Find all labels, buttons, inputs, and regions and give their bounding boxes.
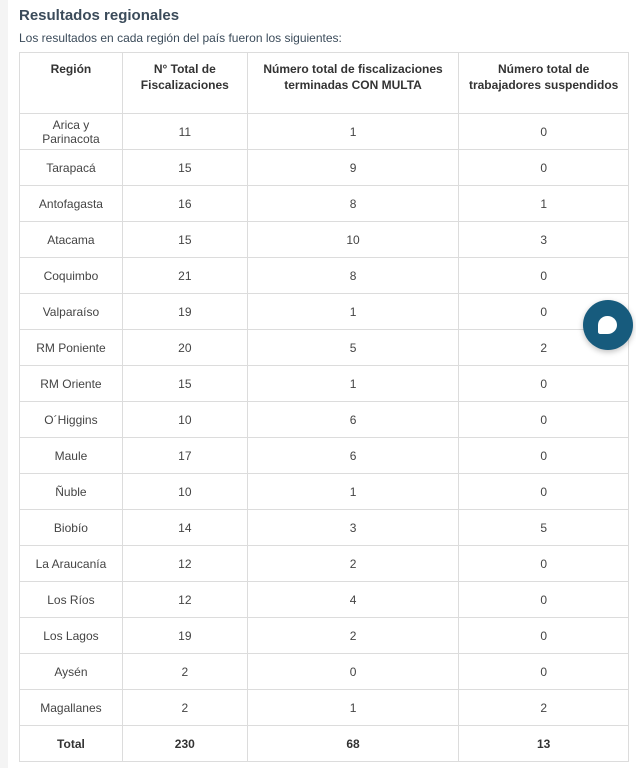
cell-fined: 6 bbox=[247, 402, 459, 438]
table-row bbox=[20, 294, 629, 330]
section-subtitle: Los resultados en cada región del país fueron los siguientes: bbox=[19, 31, 342, 45]
cell-suspended: 1 bbox=[459, 186, 629, 222]
cell-suspended: 2 bbox=[459, 690, 629, 726]
cell-inspections: 19 bbox=[122, 294, 247, 330]
cell-suspended: 0 bbox=[459, 114, 629, 150]
cell-fined: 6 bbox=[247, 438, 459, 474]
cell-suspended: 0 bbox=[459, 618, 629, 654]
cell-inspections: 16 bbox=[122, 186, 247, 222]
table-row bbox=[20, 150, 629, 186]
table-row bbox=[20, 546, 629, 582]
cell-suspended: 0 bbox=[459, 294, 629, 330]
cell-suspended: 2 bbox=[459, 330, 629, 366]
chat-bubble-icon bbox=[598, 316, 617, 334]
cell-fined: 1 bbox=[247, 114, 459, 150]
cell-suspended: 0 bbox=[459, 474, 629, 510]
cell-region: Arica y Parinacota bbox=[20, 114, 123, 150]
cell-region: O´Higgins bbox=[20, 402, 123, 438]
cell-region: Tarapacá bbox=[20, 150, 123, 186]
table-row bbox=[20, 618, 629, 654]
cell-inspections: 20 bbox=[122, 330, 247, 366]
table-row bbox=[20, 258, 629, 294]
total-fined: 68 bbox=[247, 726, 459, 762]
cell-fined: 10 bbox=[247, 222, 459, 258]
cell-suspended: 0 bbox=[459, 582, 629, 618]
table-row bbox=[20, 510, 629, 546]
cell-inspections: 12 bbox=[122, 546, 247, 582]
cell-region: Ñuble bbox=[20, 474, 123, 510]
cell-inspections: 19 bbox=[122, 618, 247, 654]
cell-fined: 2 bbox=[247, 546, 459, 582]
table-row bbox=[20, 438, 629, 474]
cell-inspections: 17 bbox=[122, 438, 247, 474]
table-row bbox=[20, 474, 629, 510]
cell-inspections: 2 bbox=[122, 654, 247, 690]
cell-inspections: 15 bbox=[122, 150, 247, 186]
cell-inspections: 15 bbox=[122, 366, 247, 402]
cell-inspections: 12 bbox=[122, 582, 247, 618]
table-row bbox=[20, 690, 629, 726]
table-row bbox=[20, 654, 629, 690]
cell-fined: 1 bbox=[247, 294, 459, 330]
total-label: Total bbox=[20, 726, 123, 762]
cell-suspended: 0 bbox=[459, 546, 629, 582]
cell-region: RM Poniente bbox=[20, 330, 123, 366]
section-title: Resultados regionales bbox=[19, 7, 180, 24]
total-suspended: 13 bbox=[459, 726, 629, 762]
table-row bbox=[20, 186, 629, 222]
cell-inspections: 10 bbox=[122, 402, 247, 438]
cell-region: La Araucanía bbox=[20, 546, 123, 582]
cell-suspended: 0 bbox=[459, 654, 629, 690]
cell-fined: 1 bbox=[247, 690, 459, 726]
cell-suspended: 3 bbox=[459, 222, 629, 258]
header-suspended-workers: Número total de trabajadores suspendidos bbox=[459, 53, 629, 114]
cell-inspections: 21 bbox=[122, 258, 247, 294]
cell-fined: 8 bbox=[247, 186, 459, 222]
table-header-row bbox=[20, 53, 629, 114]
header-region: Región bbox=[20, 53, 123, 114]
cell-inspections: 11 bbox=[122, 114, 247, 150]
table-row bbox=[20, 366, 629, 402]
cell-inspections: 14 bbox=[122, 510, 247, 546]
cell-fined: 1 bbox=[247, 366, 459, 402]
table-row bbox=[20, 330, 629, 366]
cell-region: Magallanes bbox=[20, 690, 123, 726]
total-inspections: 230 bbox=[122, 726, 247, 762]
cell-fined: 9 bbox=[247, 150, 459, 186]
cell-fined: 3 bbox=[247, 510, 459, 546]
cell-region: Los Lagos bbox=[20, 618, 123, 654]
cell-suspended: 0 bbox=[459, 258, 629, 294]
cell-inspections: 10 bbox=[122, 474, 247, 510]
cell-region: RM Oriente bbox=[20, 366, 123, 402]
header-inspections-with-fine: Número total de fiscalizaciones terminadas CON MULTA bbox=[247, 53, 459, 114]
cell-suspended: 5 bbox=[459, 510, 629, 546]
cell-suspended: 0 bbox=[459, 438, 629, 474]
cell-suspended: 0 bbox=[459, 150, 629, 186]
cell-fined: 2 bbox=[247, 618, 459, 654]
cell-region: Aysén bbox=[20, 654, 123, 690]
cell-suspended: 0 bbox=[459, 366, 629, 402]
cell-suspended: 0 bbox=[459, 402, 629, 438]
cell-inspections: 15 bbox=[122, 222, 247, 258]
cell-region: Antofagasta bbox=[20, 186, 123, 222]
cell-fined: 8 bbox=[247, 258, 459, 294]
regional-results-table bbox=[19, 52, 629, 762]
cell-region: Atacama bbox=[20, 222, 123, 258]
table-row bbox=[20, 402, 629, 438]
table-total-row bbox=[20, 726, 629, 762]
cell-region: Coquimbo bbox=[20, 258, 123, 294]
cell-fined: 5 bbox=[247, 330, 459, 366]
cell-fined: 0 bbox=[247, 654, 459, 690]
cell-fined: 1 bbox=[247, 474, 459, 510]
table-row bbox=[20, 582, 629, 618]
cell-inspections: 2 bbox=[122, 690, 247, 726]
cell-region: Valparaíso bbox=[20, 294, 123, 330]
table-row bbox=[20, 114, 629, 150]
header-total-inspections: N° Total de Fiscalizaciones bbox=[122, 53, 247, 114]
chat-button[interactable] bbox=[583, 300, 633, 350]
cell-region: Maule bbox=[20, 438, 123, 474]
cell-region: Los Ríos bbox=[20, 582, 123, 618]
cell-region: Biobío bbox=[20, 510, 123, 546]
table-row bbox=[20, 222, 629, 258]
cell-fined: 4 bbox=[247, 582, 459, 618]
